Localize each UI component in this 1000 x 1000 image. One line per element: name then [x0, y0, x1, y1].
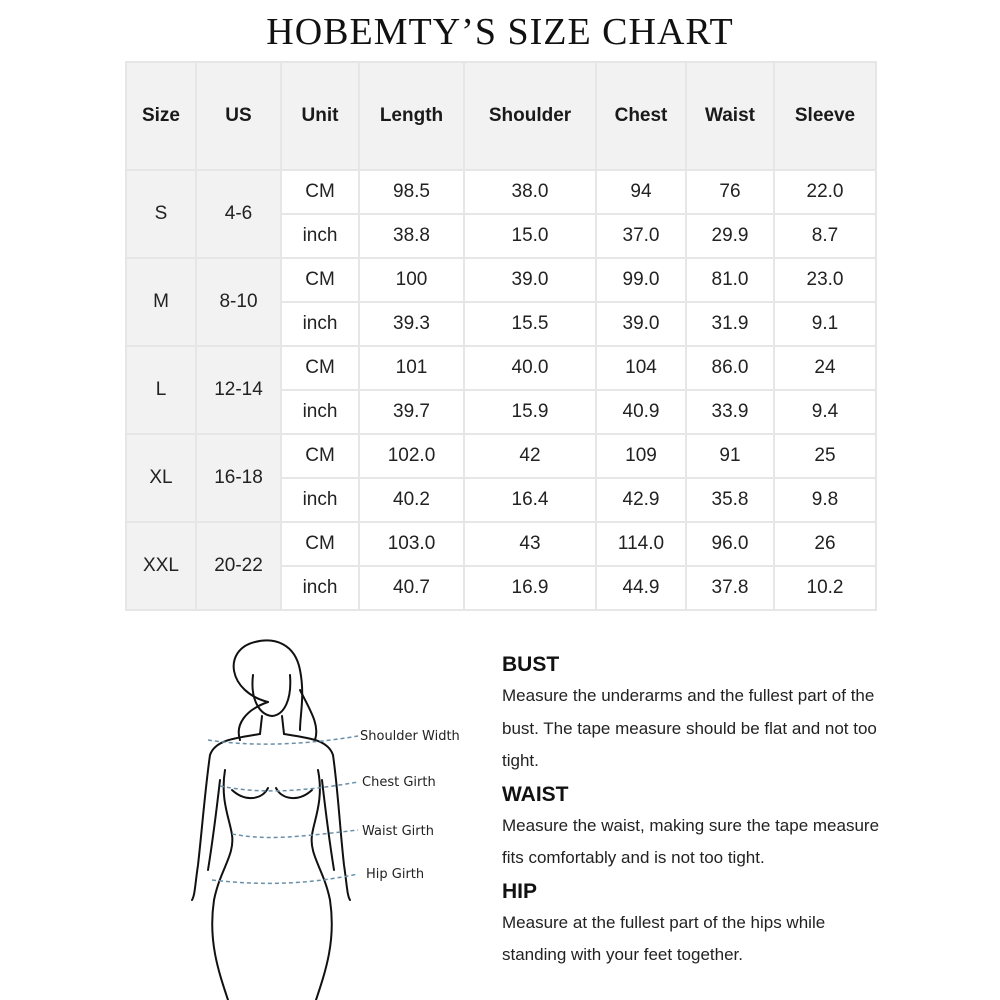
table-cell: 9.1 [774, 302, 876, 346]
table-cell: 24 [774, 346, 876, 390]
size-cell: XXL [126, 522, 196, 610]
measurement-guide [502, 650, 892, 974]
column-header: Size [126, 62, 196, 170]
table-cell: 40.0 [464, 346, 596, 390]
table-cell: 33.9 [686, 390, 774, 434]
hip-girth-label: Hip Girth [366, 867, 425, 882]
table-cell: 100 [359, 258, 464, 302]
table-cell: 22.0 [774, 170, 876, 214]
hip-measure-line [212, 874, 358, 883]
table-cell: 40.7 [359, 566, 464, 610]
body-measurement-figure [150, 630, 490, 1000]
column-header: Length [359, 62, 464, 170]
table-cell: 9.8 [774, 478, 876, 522]
waist-heading: WAIST [502, 782, 569, 806]
unit-cell: CM [281, 170, 359, 214]
us-size-cell: 8-10 [196, 258, 281, 346]
measurement-lines [208, 736, 358, 883]
table-cell: 9.4 [774, 390, 876, 434]
table-cell: 10.2 [774, 566, 876, 610]
size-cell: XL [126, 434, 196, 522]
table-cell: 35.8 [686, 478, 774, 522]
table-cell: 8.7 [774, 214, 876, 258]
table-cell: 15.9 [464, 390, 596, 434]
unit-cell: inch [281, 390, 359, 434]
column-header: Chest [596, 62, 686, 170]
unit-cell: CM [281, 522, 359, 566]
bust-heading: BUST [502, 653, 560, 676]
table-cell: 103.0 [359, 522, 464, 566]
table-cell: 25 [774, 434, 876, 478]
table-row [126, 346, 876, 390]
table-cell: 29.9 [686, 214, 774, 258]
body-outline [192, 640, 350, 1000]
table-cell: 104 [596, 346, 686, 390]
chest-girth-label: Chest Girth [362, 775, 436, 790]
unit-cell: CM [281, 258, 359, 302]
unit-cell: inch [281, 214, 359, 258]
column-header: US [196, 62, 281, 170]
hip-heading: HIP [502, 879, 538, 903]
us-size-cell: 12-14 [196, 346, 281, 434]
waist-text: Measure the waist, making sure the tape measure fits comfortably and is not too tight. [502, 815, 880, 867]
table-cell: 76 [686, 170, 774, 214]
unit-cell: inch [281, 302, 359, 346]
table-row [126, 522, 876, 566]
us-size-cell: 16-18 [196, 434, 281, 522]
unit-cell: CM [281, 434, 359, 478]
table-cell: 109 [596, 434, 686, 478]
size-cell: L [126, 346, 196, 434]
table-cell: 39.0 [596, 302, 686, 346]
unit-cell: inch [281, 566, 359, 610]
table-cell: 23.0 [774, 258, 876, 302]
us-size-cell: 4-6 [196, 170, 281, 258]
table-cell: 40.9 [596, 390, 686, 434]
size-cell: S [126, 170, 196, 258]
table-cell: 94 [596, 170, 686, 214]
table-cell: 42 [464, 434, 596, 478]
waist-measure-line [232, 830, 358, 837]
table-cell: 98.5 [359, 170, 464, 214]
table-cell: 15.5 [464, 302, 596, 346]
waist-girth-label: Waist Girth [362, 824, 434, 839]
table-cell: 39.0 [464, 258, 596, 302]
column-header: Shoulder [464, 62, 596, 170]
table-cell: 101 [359, 346, 464, 390]
bust-text: Measure the underarms and the fullest part of the bust. The tape measure should be flat and not too tight. [502, 686, 877, 770]
table-cell: 38.0 [464, 170, 596, 214]
table-cell: 91 [686, 434, 774, 478]
table-cell: 114.0 [596, 522, 686, 566]
hip-text: Measure at the fullest part of the hips while standing with your feet together. [502, 912, 826, 964]
page-title: HOBEMTY’S SIZE CHART [266, 11, 734, 53]
table-cell: 16.4 [464, 478, 596, 522]
table-cell: 39.7 [359, 390, 464, 434]
unit-cell: inch [281, 478, 359, 522]
table-cell: 39.3 [359, 302, 464, 346]
column-header: Unit [281, 62, 359, 170]
table-cell: 38.8 [359, 214, 464, 258]
table-row [126, 170, 876, 214]
table-cell: 40.2 [359, 478, 464, 522]
table-cell: 37.8 [686, 566, 774, 610]
column-header: Waist [686, 62, 774, 170]
table-header-row [126, 62, 876, 170]
table-cell: 81.0 [686, 258, 774, 302]
shoulder-width-label: Shoulder Width [360, 729, 460, 744]
table-cell: 16.9 [464, 566, 596, 610]
table-cell: 44.9 [596, 566, 686, 610]
table-cell: 99.0 [596, 258, 686, 302]
table-cell: 15.0 [464, 214, 596, 258]
column-header: Sleeve [774, 62, 876, 170]
table-cell: 43 [464, 522, 596, 566]
table-cell: 42.9 [596, 478, 686, 522]
table-cell: 96.0 [686, 522, 774, 566]
table-cell: 86.0 [686, 346, 774, 390]
unit-cell: CM [281, 346, 359, 390]
table-cell: 31.9 [686, 302, 774, 346]
table-row [126, 258, 876, 302]
us-size-cell: 20-22 [196, 522, 281, 610]
size-cell: M [126, 258, 196, 346]
table-cell: 26 [774, 522, 876, 566]
table-cell: 37.0 [596, 214, 686, 258]
table-row [126, 434, 876, 478]
size-chart-table [125, 61, 877, 611]
table-cell: 102.0 [359, 434, 464, 478]
